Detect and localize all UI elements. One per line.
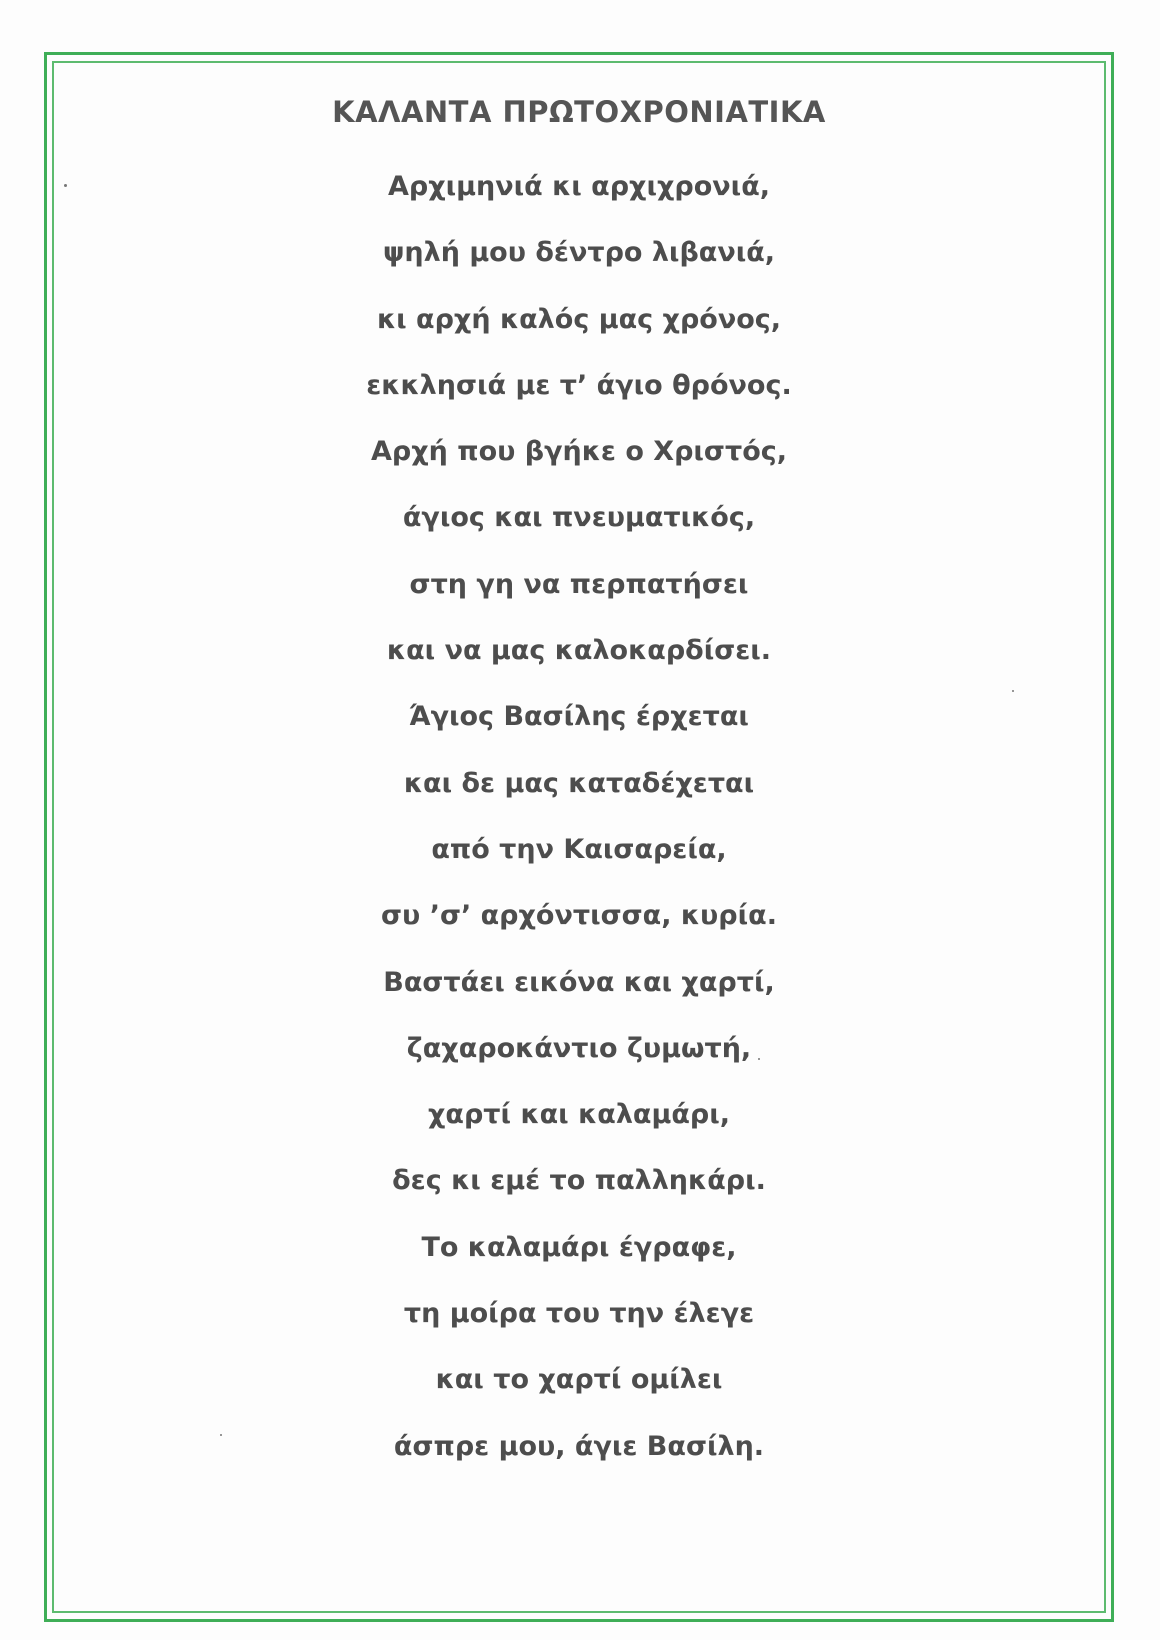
poem-line: εκκλησιά με τ’ άγιο θρόνος.: [366, 369, 792, 401]
poem-lines: [52, 154, 1106, 1480]
poem-line: Αρχή που βγήκε ο Χριστός,: [370, 436, 788, 468]
poem-line: από την Καισαρεία,: [431, 833, 727, 865]
poem-line: χαρτί και καλαμάρι,: [428, 1099, 730, 1131]
document-title: ΚΑΛΑΝΤΑ ΠΡΩΤΟΧΡΟΝΙΑΤΙΚΑ: [332, 95, 826, 129]
poem-line: δες κι εμέ το παλληκάρι.: [392, 1165, 766, 1197]
poem-line: Αρχιμηνιά κι αρχιχρονιά,: [387, 171, 771, 202]
poem-line: ζαχαροκάντιο ζυμωτή,: [406, 1032, 752, 1064]
poem-line: κι αρχή καλός μας χρόνος,: [376, 303, 782, 335]
poem-line: Το καλαμάρι έγραφε,: [421, 1231, 737, 1263]
poem-line: και να μας καλοκαρδίσει.: [386, 635, 772, 667]
poem-line: άσπρε μου, άγιε Βασίλη.: [393, 1430, 765, 1462]
poem-line: ψηλή μου δέντρο λιβανιά,: [382, 237, 776, 269]
poem-line: και δε μας καταδέχεται: [403, 767, 755, 799]
poem-line: στη γη να περπατήσει: [409, 568, 749, 600]
poem-line: τη μοίρα του την έλεγε: [403, 1298, 755, 1330]
poem-line: Άγιος Βασίλης έρχεται: [409, 701, 749, 733]
poem-line: άγιος και πνευματικός,: [402, 502, 756, 534]
poem-line: Βαστάει εικόνα και χαρτί,: [383, 966, 775, 998]
poem-line: συ ’σ’ αρχόντισσα, κυρία.: [381, 900, 777, 932]
document-content: [52, 61, 1106, 1613]
poem-line: και το χαρτί ομίλει: [435, 1364, 723, 1396]
